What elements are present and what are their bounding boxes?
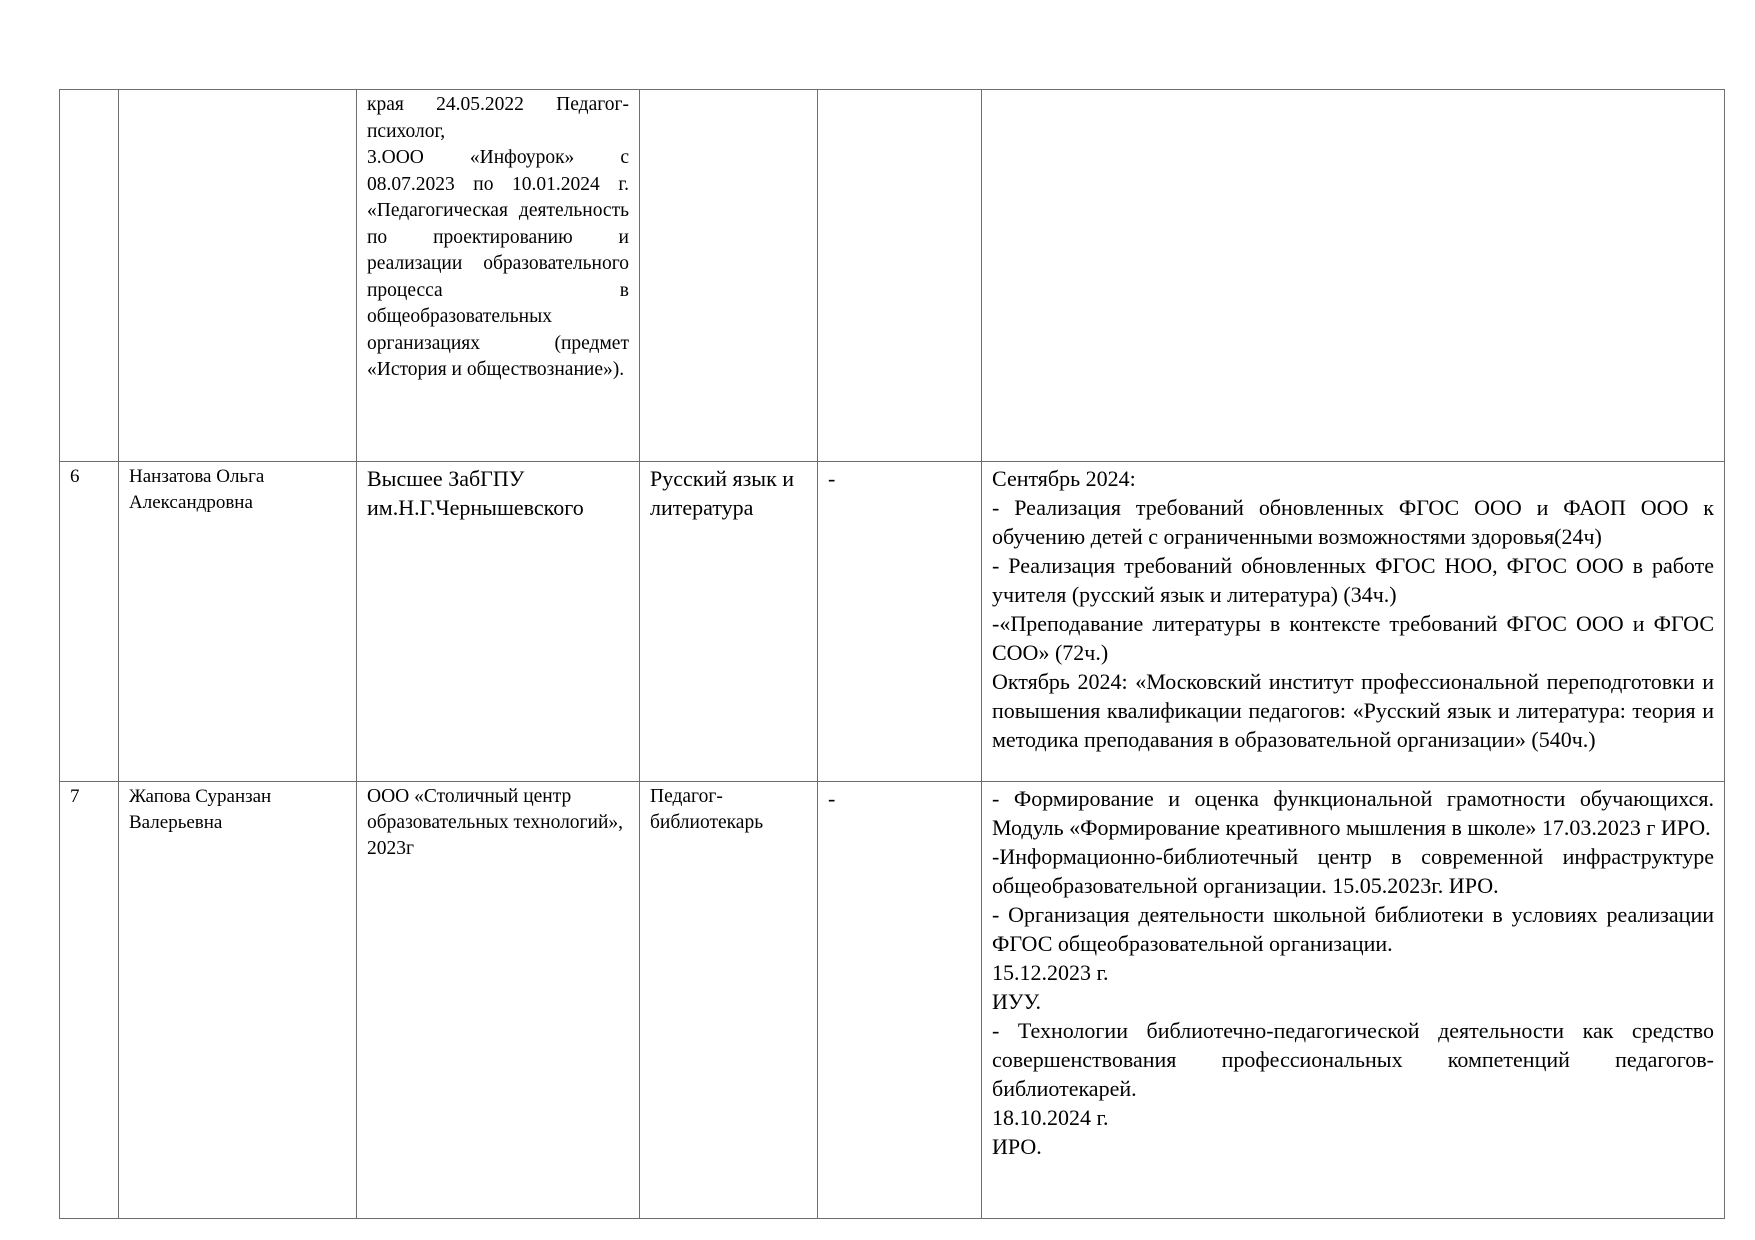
cell-num: 7 <box>60 782 119 1219</box>
cell-name: Нанзатова Ольга Александровна <box>119 462 357 782</box>
cell-category: - <box>818 462 982 782</box>
course-line: 15.12.2023 г. <box>992 960 1109 985</box>
table-row <box>60 782 1725 1219</box>
table-row-continuation <box>60 90 1725 462</box>
cell-education <box>357 90 640 462</box>
cell-num <box>60 90 119 462</box>
course-line: - Формирование и оценка функциональной грамотности обучающихся. Модуль «Формирование креативного мышления в школе» 17.03.2023 г ИРО. <box>992 786 1714 840</box>
course-line: Октябрь 2024: «Московский институт профессиональной переподготовки и повышения квалификации педагогов: «Русский язык и литература: теория и методика преподавания в образовательной организации» (540ч.) <box>992 669 1714 752</box>
cell-education: ООО «Столичный центр образовательных технологий», 2023г <box>357 782 640 1219</box>
cell-num: 6 <box>60 462 119 782</box>
course-line: 18.10.2024 г. <box>992 1105 1109 1130</box>
education-line: края 24.05.2022 Педагог-психолог, <box>367 94 629 142</box>
cell-courses <box>982 462 1725 782</box>
cell-courses <box>982 782 1725 1219</box>
course-line: Сентябрь 2024: <box>992 466 1136 491</box>
cell-category: - <box>818 782 982 1219</box>
course-line: - Реализация требований обновленных ФГОС ООО и ФАОП ООО к обучению детей с ограниченными возможностями здоровья(24ч) <box>992 495 1714 549</box>
course-line: -«Преподавание литературы в контексте требований ФГОС ООО и ФГОС СОО» (72ч.) <box>992 611 1714 665</box>
course-line: ИРО. <box>992 1134 1042 1159</box>
cell-subject <box>640 90 818 462</box>
course-line: - Реализация требований обновленных ФГОС НОО, ФГОС ООО в работе учителя (русский язык и литература) (34ч.) <box>992 553 1714 607</box>
course-line: - Технологии библиотечно-педагогической деятельности как средство совершенствования профессиональных компетенций педагогов-библиотекарей. <box>992 1018 1714 1101</box>
course-line: -Информационно-библиотечный центр в современной инфраструктуре общеобразовательной организации. 15.05.2023г. ИРО. <box>992 844 1714 898</box>
cell-category <box>818 90 982 462</box>
cell-subject: Русский язык и литература <box>640 462 818 782</box>
cell-courses <box>982 90 1725 462</box>
cell-subject: Педагог-библиотекарь <box>640 782 818 1219</box>
staff-table <box>59 89 1725 1219</box>
course-line: ИУУ. <box>992 989 1041 1014</box>
table-row <box>60 462 1725 782</box>
cell-name <box>119 90 357 462</box>
course-line: - Организация деятельности школьной библиотеки в условиях реализации ФГОС общеобразовательной организации. <box>992 902 1714 956</box>
cell-name: Жапова Суранзан Валерьевна <box>119 782 357 1219</box>
education-line: 3.ООО «Инфоурок» с 08.07.2023 по 10.01.2024 г. «Педагогическая деятельность по проектированию и реализации образовательного процесса в общеобразовательных организациях (предмет «История и обществознание»). <box>367 147 629 380</box>
cell-education: Высшее ЗабГПУ им.Н.Г.Чернышевского <box>357 462 640 782</box>
